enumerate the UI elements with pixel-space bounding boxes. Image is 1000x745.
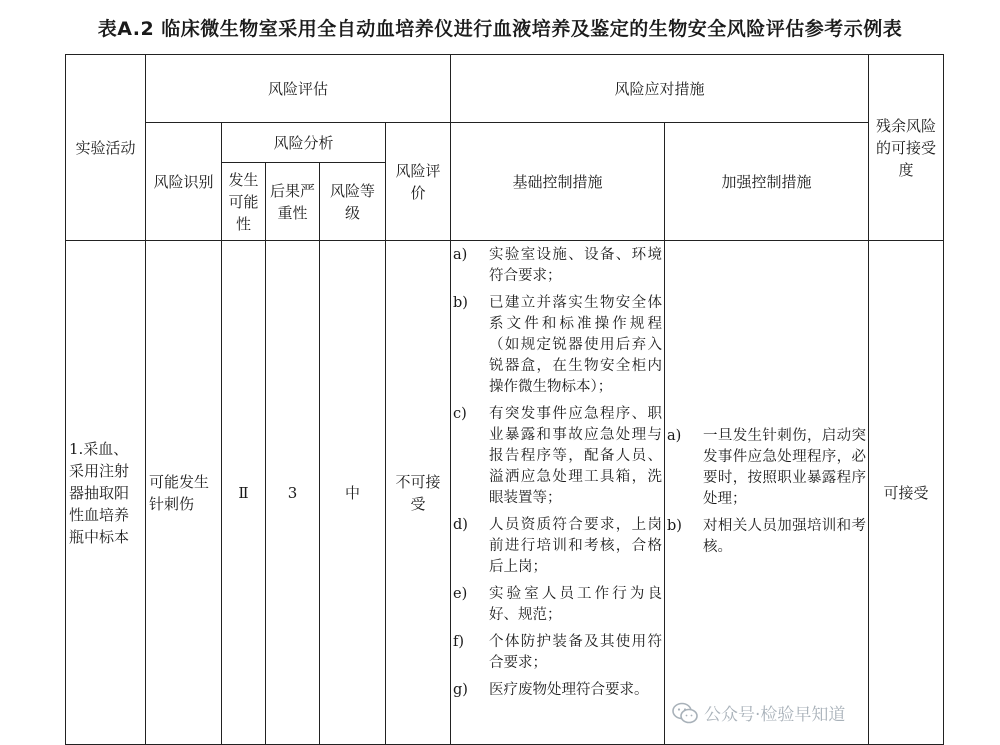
header-risk-identification: 风险识别 bbox=[146, 123, 222, 241]
watermark-text: 公众号·检验早知道 bbox=[704, 705, 846, 725]
header-basic-measures: 基础控制措施 bbox=[451, 123, 665, 241]
measure-item bbox=[451, 632, 662, 674]
header-enhanced-measures: 加强控制措施 bbox=[665, 123, 869, 241]
measure-tag: b) bbox=[667, 517, 682, 534]
measure-item bbox=[665, 426, 866, 510]
measure-item bbox=[451, 680, 662, 701]
measure-text: 人员资质符合要求，上岗前进行培训和考核，合格后上岗； bbox=[489, 517, 662, 575]
cell-likelihood: Ⅱ bbox=[222, 241, 266, 745]
measure-text: 实验室设施、设备、环境符合要求； bbox=[489, 247, 662, 284]
measure-tag: e) bbox=[453, 586, 468, 602]
header-risk-assessment: 风险评估 bbox=[146, 55, 451, 123]
risk-assessment-table bbox=[65, 54, 944, 745]
enhanced-measures-list bbox=[665, 422, 868, 558]
cell-residual: 可接受 bbox=[869, 241, 944, 745]
header-severity: 后果严重性 bbox=[266, 163, 320, 241]
measure-text: 已建立并落实生物安全体系文件和标准操作规程（如规定锐器使用后弃入锐器盒，在生物安全柜内操作微生物标本）； bbox=[489, 295, 662, 395]
basic-measures-list bbox=[451, 241, 664, 701]
measure-text: 一旦发生针刺伤，启动突发事件应急处理程序，必要时，按照职业暴露程序处理； bbox=[703, 427, 867, 507]
measure-tag: b) bbox=[453, 295, 468, 311]
cell-severity: 3 bbox=[266, 241, 320, 745]
measure-tag: d) bbox=[453, 517, 468, 533]
header-likelihood: 发生可能性 bbox=[222, 163, 266, 241]
cell-activity: 1.采血、采用注射器抽取阳性血培养瓶中标本 bbox=[66, 241, 146, 745]
measure-item bbox=[451, 245, 662, 287]
table-title: 表A.2 临床微生物室采用全自动血培养仪进行血液培养及鉴定的生物安全风险评估参考示例表 bbox=[97, 18, 903, 40]
measure-text: 个体防护装备及其使用符合要求； bbox=[489, 634, 662, 671]
cell-basic-measures bbox=[451, 241, 665, 745]
header-risk-level: 风险等级 bbox=[320, 163, 386, 241]
measure-item bbox=[451, 293, 662, 398]
watermark bbox=[672, 700, 845, 725]
measure-text: 实验室人员工作行为良好、规范； bbox=[489, 586, 662, 623]
cell-evaluation: 不可接受 bbox=[386, 241, 451, 745]
measure-tag: a) bbox=[453, 247, 468, 263]
measure-text: 有突发事件应急程序、职业暴露和事故应急处理与报告程序等，配备人员、溢洒应急处理工具箱，洗眼装置等； bbox=[489, 406, 662, 506]
measure-tag: f) bbox=[453, 634, 465, 650]
header-residual-risk: 残余风险的可接受度 bbox=[869, 55, 944, 241]
measure-text: 对相关人员加强培训和考核。 bbox=[703, 517, 867, 555]
measure-tag: c) bbox=[453, 406, 467, 422]
header-risk-evaluation: 风险评价 bbox=[386, 123, 451, 241]
header-activity: 实验活动 bbox=[66, 55, 146, 241]
measure-item bbox=[665, 516, 866, 558]
table-row bbox=[66, 241, 944, 745]
measure-tag: g) bbox=[453, 682, 468, 698]
measure-item bbox=[451, 584, 662, 626]
header-risk-analysis: 风险分析 bbox=[222, 123, 386, 163]
cell-risk-level: 中 bbox=[320, 241, 386, 745]
measure-tag: a) bbox=[667, 427, 682, 444]
measure-item bbox=[451, 515, 662, 578]
header-risk-response: 风险应对措施 bbox=[451, 55, 869, 123]
measure-text: 医疗废物处理符合要求。 bbox=[489, 682, 649, 698]
cell-identification: 可能发生针刺伤 bbox=[146, 241, 222, 745]
cell-enhanced-measures bbox=[665, 241, 869, 745]
wechat-icon bbox=[672, 702, 698, 724]
measure-item bbox=[451, 404, 662, 509]
